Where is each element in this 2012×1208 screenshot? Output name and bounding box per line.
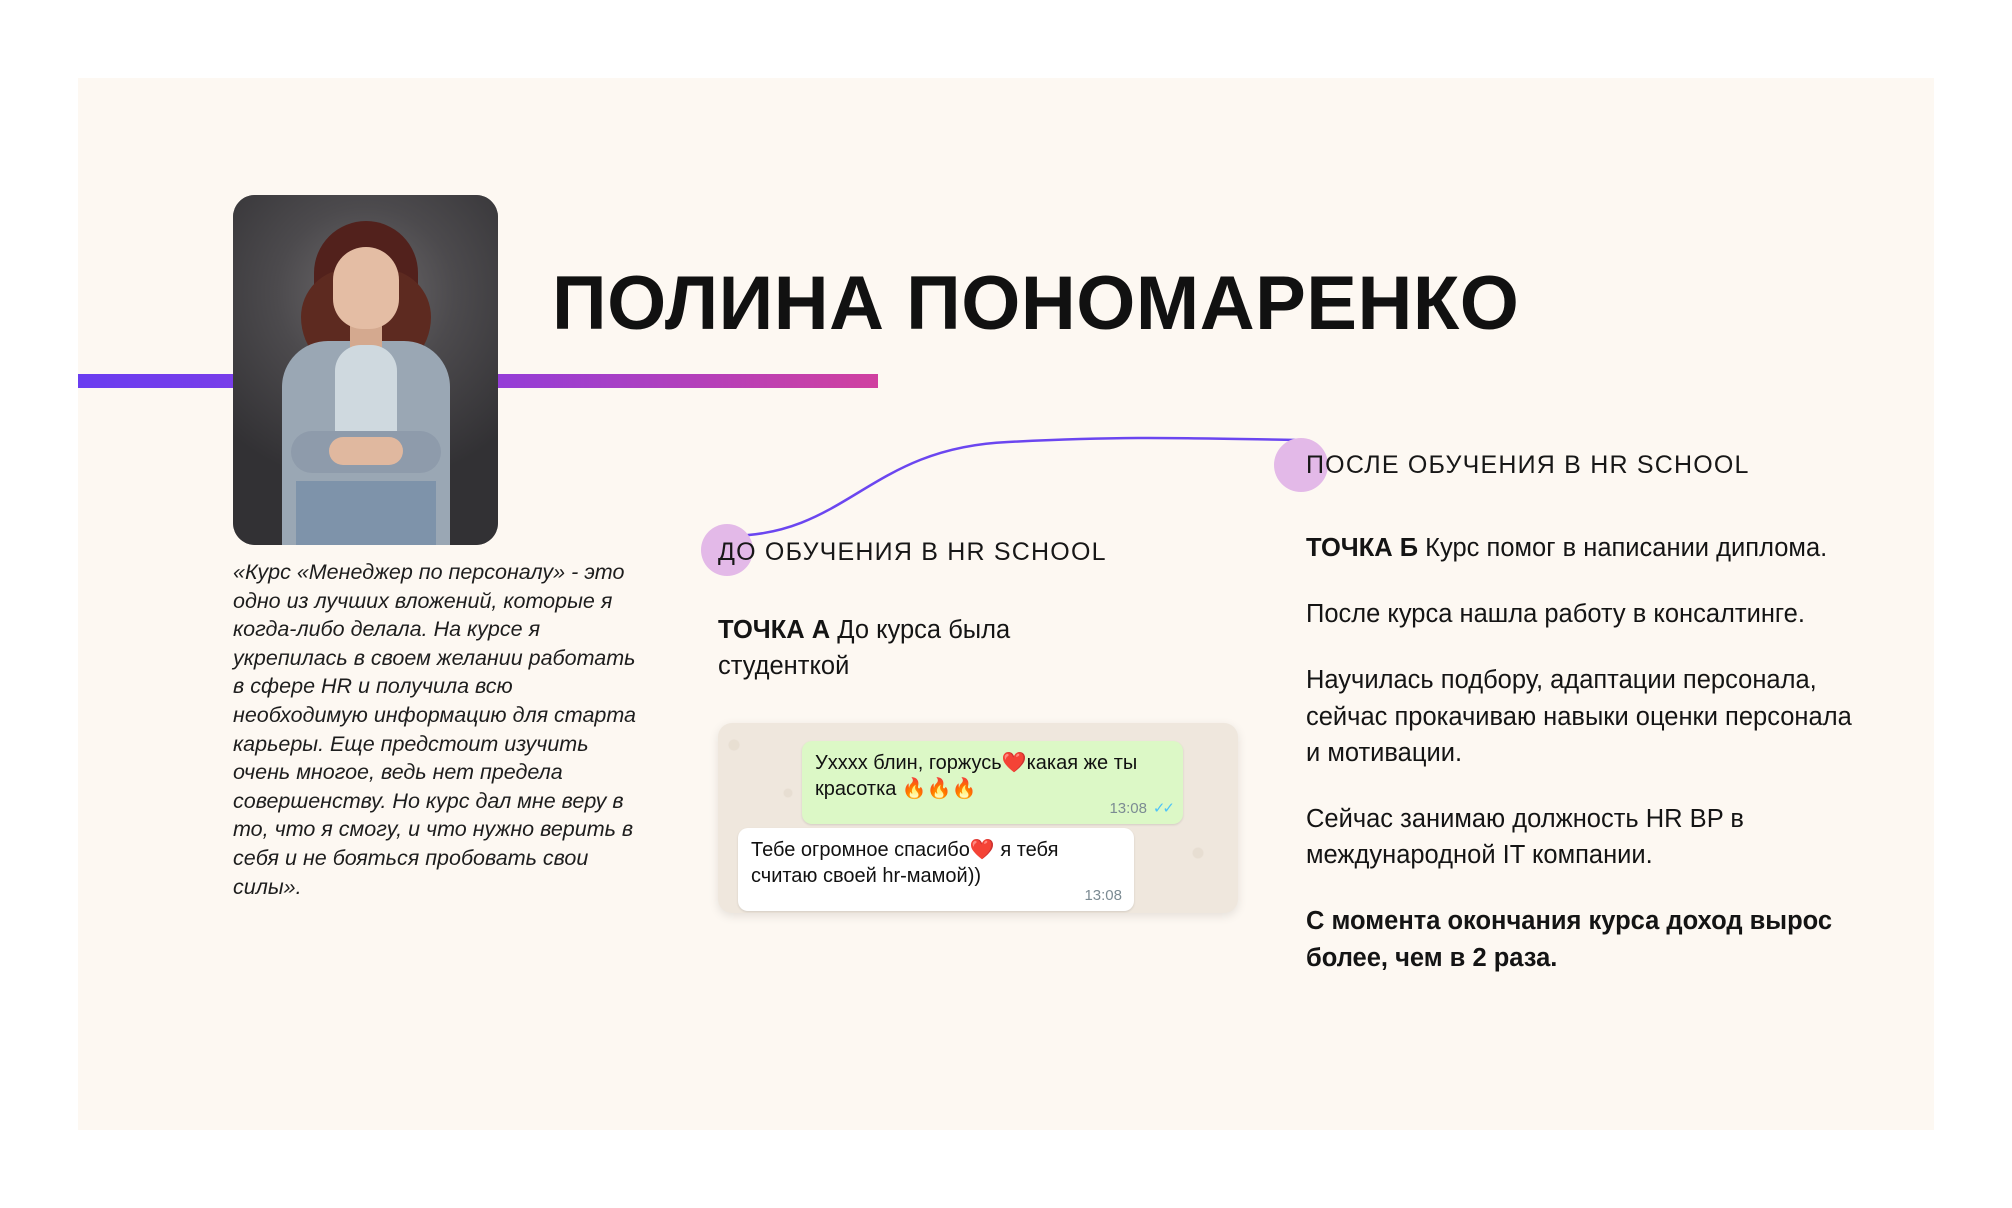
photo-arms-shape — [291, 431, 441, 473]
before-label: ДО ОБУЧЕНИЯ В HR SCHOOL — [718, 538, 1107, 566]
after-paragraph: Научилась подбору, адаптации персонала, сейчас прокачиваю навыки оценки персонала и мотивации. — [1306, 666, 1852, 767]
after-paragraph: Сейчас занимаю должность HR BP в международной IT компании. — [1306, 805, 1744, 870]
before-point — [718, 612, 1138, 684]
chat-bubble-outgoing — [802, 741, 1183, 824]
slide-canvas — [78, 78, 1934, 1130]
testimonial-quote: «Курс «Менеджер по персоналу» - это одно из лучших вложений, которые я когда-либо делала. На курсе я укрепилась в своем желании работать в сфере HR и получила всю необходимую информацию для старта карьеры. Еще предстоит изучить очень многое, ведь нет предела совершенству. Но курс дал мне веру в то, что я смогу, и что нужно верить в себя и не бояться пробовать свои силы». — [233, 560, 636, 899]
read-receipt-icon: ✓✓ — [1152, 799, 1172, 817]
after-highlight: С момента окончания курса доход вырос более, чем в 2 раза. — [1306, 907, 1833, 972]
chat-bubble-incoming — [738, 828, 1134, 911]
before-point-title: ТОЧКА А — [718, 616, 831, 644]
after-content — [1306, 530, 1866, 976]
after-point-title: ТОЧКА Б — [1306, 534, 1419, 562]
chat-message-text: Тебе огромное спасибо❤️ я тебя считаю своей hr-мамой)) — [751, 839, 1059, 887]
portrait-photo — [233, 195, 498, 545]
after-label: ПОСЛЕ ОБУЧЕНИЯ В HR SCHOOL — [1306, 451, 1750, 479]
after-point-text: Курс помог в написании диплома. — [1418, 534, 1828, 562]
before-point-text: До курса была студенткой — [718, 616, 1011, 681]
page-title: ПОЛИНА ПОНОМАРЕНКО — [552, 261, 1520, 346]
after-point — [1306, 530, 1866, 566]
chat-message-text: Уxxxx блин, горжусь❤️какая же ты красотка 🔥🔥🔥 — [815, 752, 1138, 800]
photo-face-shape — [333, 247, 399, 329]
chat-timestamp: 13:08 — [1109, 799, 1147, 817]
photo-jeans-shape — [296, 481, 436, 545]
chat-timestamp: 13:08 — [1084, 886, 1122, 904]
whatsapp-chat-card — [718, 723, 1238, 913]
after-paragraph: После курса нашла работу в консалтинге. — [1306, 600, 1805, 629]
